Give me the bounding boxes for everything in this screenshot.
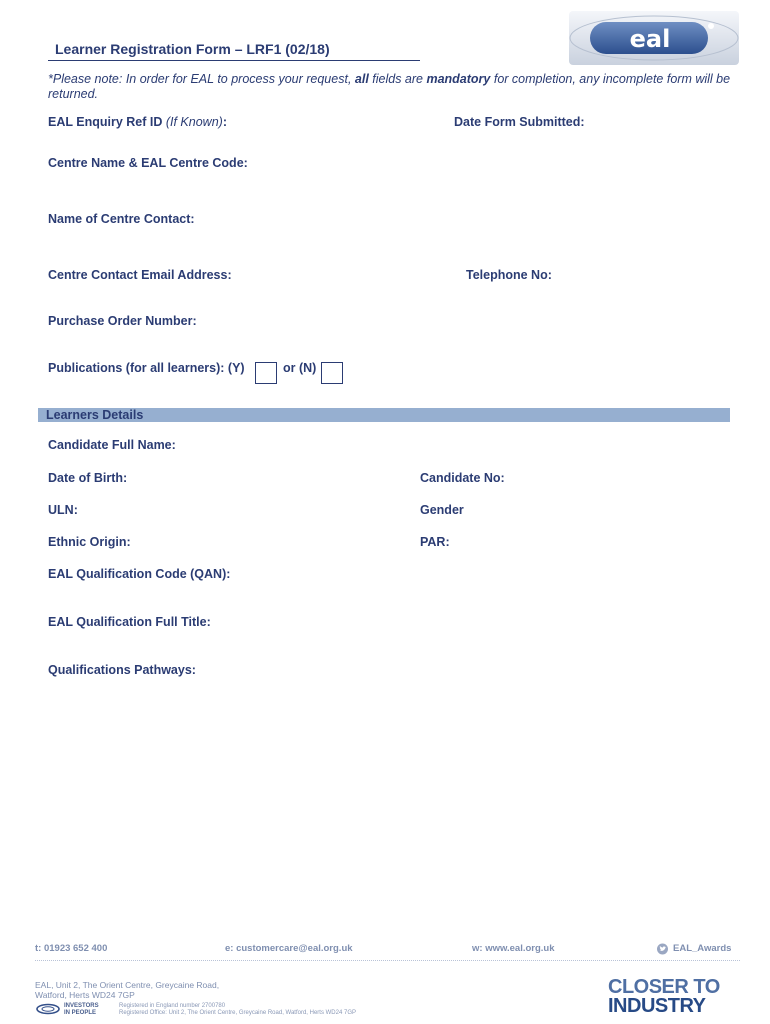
pathways-label: Qualifications Pathways: xyxy=(48,663,196,677)
mandatory-note xyxy=(48,72,738,102)
centre-contact-label: Name of Centre Contact: xyxy=(48,212,195,226)
footer-email[interactable]: e: customercare@eal.org.uk xyxy=(225,943,353,954)
note-bold-mandatory: mandatory xyxy=(426,72,491,86)
footer-twitter[interactable]: EAL_Awards xyxy=(673,943,732,954)
slogan-line-1: CLOSER TO xyxy=(608,976,720,998)
registered-info xyxy=(119,1003,356,1017)
dob-label: Date of Birth: xyxy=(48,471,128,485)
registered-line-2: Registered Office: Unit 2, The Orient Centre, Greycaine Road, Watford, Herts WD24 7GP xyxy=(119,1010,356,1016)
footer-telephone: t: 01923 652 400 xyxy=(35,943,108,954)
publications-yes-checkbox[interactable] xyxy=(255,362,277,384)
footer-separator xyxy=(35,960,740,961)
enquiry-ref-hint: (If Known) xyxy=(165,115,223,129)
footer-web[interactable]: w: www.eal.org.uk xyxy=(472,943,555,954)
par-label: PAR: xyxy=(420,535,450,549)
investors-in-people-icon xyxy=(35,1003,61,1015)
registered-line-1: Registered in England number 2700780 xyxy=(119,1003,226,1009)
publications-label: Publications (for all learners): (Y) xyxy=(48,361,245,375)
twitter-icon xyxy=(656,943,669,955)
note-text-1: *Please note: In order for EAL to process your request, xyxy=(48,72,355,86)
form-title: Learner Registration Form – LRF1 (02/18) xyxy=(55,41,330,57)
address-line-2: Watford, Herts WD24 7GP xyxy=(35,990,135,1000)
publications-or-label: or (N) xyxy=(283,361,317,375)
note-text-2: fields are xyxy=(368,72,427,86)
eal-logo xyxy=(568,10,740,66)
publications-no-checkbox[interactable] xyxy=(321,362,343,384)
qan-label: EAL Qualification Code (QAN): xyxy=(48,567,231,581)
gender-label: Gender xyxy=(420,503,464,517)
learners-section-header xyxy=(38,408,730,422)
full-title-label: EAL Qualification Full Title: xyxy=(48,615,211,629)
date-submitted-label: Date Form Submitted: xyxy=(454,115,585,129)
uln-label: ULN: xyxy=(48,503,78,517)
enquiry-ref-label xyxy=(48,115,227,129)
iip-line-2: IN PEOPLE xyxy=(64,1010,97,1016)
footer-address xyxy=(35,980,219,1000)
iip-text xyxy=(64,1003,99,1017)
enquiry-ref-text: EAL Enquiry Ref ID xyxy=(48,115,166,129)
contact-email-label: Centre Contact Email Address: xyxy=(48,268,232,282)
title-underline xyxy=(48,60,420,61)
ethnic-origin-label: Ethnic Origin: xyxy=(48,535,131,549)
iip-line-1: INVESTORS xyxy=(64,1003,99,1009)
learners-section-title: Learners Details xyxy=(46,408,144,422)
telephone-label: Telephone No: xyxy=(466,268,552,282)
address-line-1: EAL, Unit 2, The Orient Centre, Greycaine Road, xyxy=(35,980,220,990)
centre-name-label: Centre Name & EAL Centre Code: xyxy=(48,156,248,170)
note-bold-all: all xyxy=(354,72,369,86)
note-text-3: for completion, any incomplete form will be returned. xyxy=(48,72,731,101)
slogan-line-2: INDUSTRY xyxy=(608,995,706,1017)
closer-to-industry-slogan xyxy=(608,978,720,1016)
purchase-order-label: Purchase Order Number: xyxy=(48,314,197,328)
logo-text: eal xyxy=(629,25,671,53)
enquiry-ref-colon: : xyxy=(222,115,227,129)
candidate-no-label: Candidate No: xyxy=(420,471,505,485)
candidate-name-label: Candidate Full Name: xyxy=(48,438,176,452)
